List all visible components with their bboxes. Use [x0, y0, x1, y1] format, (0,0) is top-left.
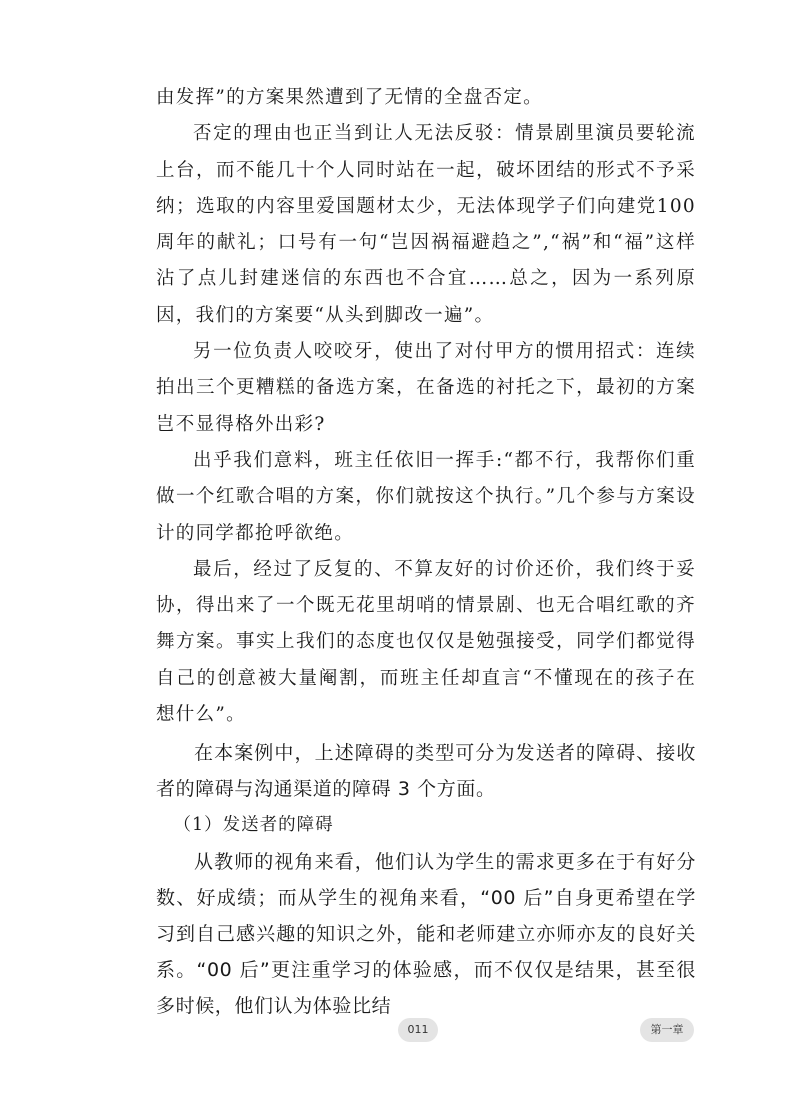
chapter-label: 第一章 [640, 1018, 694, 1042]
case-paragraph-1: 由发挥”的方案果然遭到了无情的全盘否定。 [156, 87, 543, 108]
case-paragraph-4: 出乎我们意料，班主任依旧一挥手:“都不行，我帮你们重做一个红歌合唱的方案，你们就按这个执行。”几个参与方案设计的同学都抢呼欲绝。 [156, 449, 696, 544]
case-story [156, 80, 696, 733]
analysis-paragraph-1: 从教师的视角来看，他们认为学生的需求更多在于有好分数、好成绩；而从学生的视角来看，“00 后”自身更希望在学习到自己感兴趣的知识之外，能和老师建立亦师亦友的良好关系。“00 后”更注重学习的体验感，而不仅仅是结果，甚至很多时候，他们认为体验比结 [156, 850, 696, 1018]
analysis-intro: 在本案例中，上述障碍的类型可分为发送者的障碍、接收者的障碍与沟通渠道的障碍 3 个方面。 [156, 742, 696, 801]
section-heading-sender-barrier: （1）发送者的障碍 [173, 815, 334, 836]
case-paragraph-3: 另一位负责人咬咬牙，使出了对付甲方的惯用招式：连续拍出三个更糟糕的备选方案，在备选的衬托之下，最初的方案岂不显得格外出彩? [156, 341, 696, 435]
case-paragraph-5: 最后，经过了反复的、不算友好的讨价还价，我们终于妥协，得出来了一个既无花里胡哨的情景剧、也无合唱红歌的齐舞方案。事实上我们的态度也仅仅是勉强接受，同学们都觉得自己的创意被大量阉割，而班主任却直言“不懂现在的孩子在想什么”。 [156, 558, 696, 726]
case-paragraph-2: 否定的理由也正当到让人无法反驳：情景剧里演员要轮流上台，而不能几十个人同时站在一起，破坏团结的形式不予采纳；选取的内容里爱国题材太少，无法体现学子们向建党100周年的献礼；口号有一句“岂因祸福避趋之”,“祸”和“福”这样沾了点儿封建迷信的东西也不合宜……总之，因为一系列原因，我们的方案要“从头到脚改一遍”。 [156, 123, 696, 326]
case-analysis [156, 735, 696, 1025]
page-number: 011 [398, 1018, 438, 1042]
